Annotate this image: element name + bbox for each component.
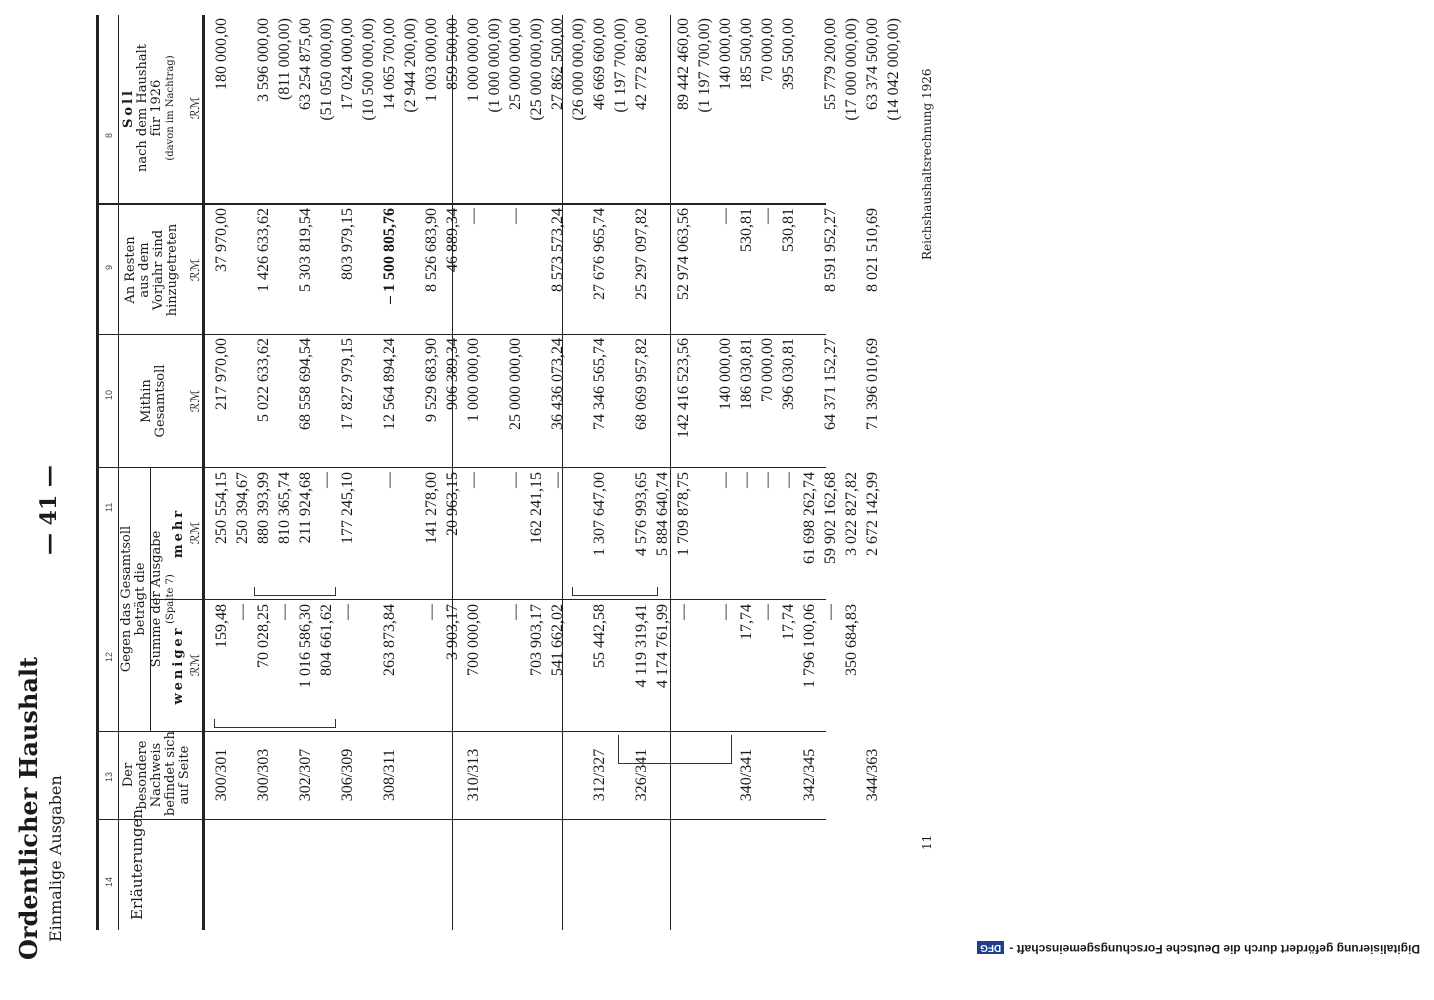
dfg-logo: DFG [977,941,1004,954]
cell-soll: 63 374 500,00 [864,18,881,110]
cell-weniger: 541 662,02 [549,604,566,676]
cell-weniger: — [276,604,293,620]
cell-mehr: — [381,472,398,488]
cell-gesamt: 396 030,81 [780,338,797,410]
footer-sheet-number: 11 [920,834,934,850]
cell-gesamt: 140 000,00 [717,338,734,410]
cell-soll: (25 000 000,00) [528,18,545,121]
cell-soll: (10 500 000,00) [360,18,377,121]
cell-reste: 8 526 683,90 [423,208,440,292]
cell-mehr: 177 245,10 [339,472,356,544]
cell-reste: — [507,208,524,224]
header-gegen-l3: Summe der Ausgabe [149,530,164,668]
cell-weniger: 4 119 319,41 [633,604,650,688]
cell-reste: 8 591 952,27 [822,208,839,292]
digitization-note-text: Digitalisierung gefördert durch die Deutsche Forschungsgemeinschaft - [1009,942,1420,956]
cell-gesamt: 12 564 894,24 [381,338,398,430]
cell-gesamt: 36 436 073,24 [549,338,566,430]
cell-weniger: 159,48 [213,604,230,648]
header-gesamtsoll [140,338,168,464]
divider-11-10 [96,467,826,468]
cell-mehr: — [738,472,755,488]
header-gesamt-l1: Mithin [139,379,154,423]
cell-weniger: 4 174 761,99 [654,604,671,688]
cell-gesamt: 68 558 694,54 [297,338,314,430]
header-gesamt-l2: Gesamtsoll [153,364,168,438]
page-number: — 41 — [36,465,62,555]
cell-weniger: — [339,604,356,620]
cell-mehr: 1 709 878,75 [675,472,692,556]
header-nachweis-l3: Nachweis [149,742,164,808]
cell-weniger: — [822,604,839,620]
divider-13-12 [96,731,826,732]
cell-soll: 46 669 600,00 [591,18,608,110]
header-soll-l2: nach dem Haushalt [135,43,150,173]
cell-gesamt: 217 970,00 [213,338,230,410]
header-soll [122,16,178,200]
cell-gesamt: 906 389,34 [444,338,461,410]
cell-weniger: 700 000,00 [465,604,482,676]
cell-mehr: 211 924,68 [297,472,314,544]
cell-gesamt: 25 000 000,00 [507,338,524,430]
cell-soll: 55 779 200,00 [822,18,839,110]
page-title: Ordentlicher Haushalt [14,656,43,960]
cell-soll: (1 197 700,00) [696,18,713,113]
cell-mehr: 5 884 640,74 [654,472,671,556]
cell-reste: 5 303 819,54 [297,208,314,292]
cell-weniger: 350 684,83 [843,604,860,676]
cell-gesamt: 68 069 957,82 [633,338,650,430]
cell-seite: 326/341 [633,748,650,802]
header-reste-unit: ℛℳ [188,258,202,282]
header-reste-l3: Vorjahr sind [151,229,166,311]
cell-seite: 302/307 [297,748,314,802]
cell-mehr: 59 902 162,68 [822,472,839,564]
digitization-note [977,941,1420,960]
header-reste [124,208,180,332]
cell-weniger: — [717,604,734,620]
cell-reste: 530,81 [780,208,797,252]
cell-mehr: 20 963,15 [444,472,461,536]
cell-gesamt: 64 371 152,27 [822,338,839,430]
cell-mehr: 61 698 262,74 [801,472,818,564]
brace-d [618,735,732,764]
cell-reste: 1 426 633,62 [255,208,272,292]
cell-soll: 185 500,00 [738,18,755,90]
cell-gesamt: 70 000,00 [759,338,776,402]
cell-weniger: — [675,604,692,620]
cell-mehr: 250 394,67 [234,472,251,544]
cell-soll: 17 024 000,00 [339,18,356,110]
cell-soll: (2 944 200,00) [402,18,419,113]
cell-soll: 1 003 000,00 [423,18,440,102]
cell-mehr: 4 576 993,65 [633,472,650,556]
cell-weniger: 17,74 [738,604,755,640]
cell-seite: 306/309 [339,748,356,802]
cell-gesamt: 9 529 683,90 [423,338,440,422]
cell-mehr: 141 278,00 [423,472,440,544]
page-subtitle: Einmalige Ausgaben [46,775,65,942]
cell-soll: (26 000 000,00) [570,18,587,121]
cell-seite: 310/313 [465,748,482,802]
cell-gesamt: 74 346 565,74 [591,338,608,430]
divider-10-9 [96,334,826,335]
cell-reste: – 1 500 805,76 [381,208,398,304]
header-nachweis-l5: auf Seite [177,745,192,805]
cell-mehr: 2 672 142,99 [864,472,881,556]
cell-reste: 530,81 [738,208,755,252]
divider-12-11 [150,599,826,600]
header-gegen-l2: beträgt die [133,562,148,636]
cell-seite: 308/311 [381,749,398,801]
cell-mehr: — [465,472,482,488]
cell-mehr: 250 554,15 [213,472,230,544]
divider-14-13 [96,819,826,820]
cell-reste: 27 676 965,74 [591,208,608,300]
cell-reste: 46 889,34 [444,208,461,272]
cell-reste: 25 297 097,82 [633,208,650,300]
divider-9-8 [96,203,826,205]
cell-weniger: — [759,604,776,620]
cell-reste: 52 974 063,56 [675,208,692,300]
cell-soll: 14 065 700,00 [381,18,398,110]
col-number-8: 8 [104,132,114,138]
cell-soll: (1 000 000,00) [486,18,503,113]
cell-soll: (1 197 700,00) [612,18,629,113]
cell-mehr: — [717,472,734,488]
header-erlaeuterungen: Erläuterungen [128,808,146,920]
cell-gesamt: 1 000 000,00 [465,338,482,422]
header-soll-unit: ℛℳ [188,96,202,120]
column-number-rule [118,15,119,930]
cell-reste: 37 970,00 [213,208,230,272]
cell-gesamt: 17 827 979,15 [339,338,356,430]
header-gesamt-unit: ℛℳ [188,389,202,413]
brace-a [214,719,336,728]
header-soll-l3: für 1926 [149,79,164,137]
cell-soll: 42 772 860,00 [633,18,650,110]
col-number-12: 12 [104,651,114,662]
cell-weniger: 3 903,17 [444,604,461,660]
header-gegen-l4: (Spalte 7) [165,574,176,624]
header-nachweis-l1: Der [121,762,136,788]
header-mehr-unit: ℛℳ [188,521,202,545]
cell-gesamt: 5 022 633,62 [255,338,272,422]
header-mehr: mehr [171,507,186,559]
cell-weniger: 804 661,62 [318,604,335,676]
col-number-13: 13 [104,771,114,782]
cell-soll: 70 000,00 [759,18,776,82]
header-gegen-gesamtsoll [120,470,148,728]
cell-reste: 803 979,15 [339,208,356,280]
cell-mehr: — [759,472,776,488]
header-weniger-unit: ℛℳ [188,653,202,677]
cell-soll: 63 254 875,00 [297,18,314,110]
header-nachweis [121,731,192,816]
cell-reste: 8 573 573,24 [549,208,566,292]
cell-soll: 859 500,00 [444,18,461,90]
brace-b [254,587,336,596]
cell-soll: 395 500,00 [780,18,797,90]
cell-weniger: 17,74 [780,604,797,640]
cell-reste: 8 021 510,69 [864,208,881,292]
cell-reste: — [759,208,776,224]
header-reste-l1: An Resten [123,236,138,304]
cell-gesamt: 142 416 523,56 [675,338,692,438]
cell-weniger: 1 016 586,30 [297,604,314,688]
footer-book-title: Reichshaushaltsrechnung 1926 [920,68,934,260]
cell-soll: 25 000 000,00 [507,18,524,110]
cell-seite: 300/303 [255,748,272,802]
cell-soll: (51 050 000,00) [318,18,335,121]
header-reste-l4: hinzugetreten [165,223,180,317]
cell-mehr: 810 365,74 [276,472,293,544]
cell-mehr: 1 307 647,00 [591,472,608,556]
header-weniger: weniger [171,625,186,705]
cell-soll: 180 000,00 [213,18,230,90]
table-top-rule [96,15,99,930]
cell-mehr: — [780,472,797,488]
col-number-11: 11 [104,502,114,512]
header-soll-l1: Soll [121,88,136,128]
cell-mehr: — [507,472,524,488]
cell-soll: 3 596 000,00 [255,18,272,102]
cell-weniger: 263 873,84 [381,604,398,676]
header-bottom-rule [202,15,205,930]
cell-seite: 340/341 [738,748,755,802]
header-nachweis-l4: befindet sich [163,731,178,816]
cell-reste: — [717,208,734,224]
cell-mehr: — [549,472,566,488]
cell-soll: 140 000,00 [717,18,734,90]
cell-soll: 89 442 460,00 [675,18,692,110]
cell-weniger: — [234,604,251,620]
cell-gesamt: 186 030,81 [738,338,755,410]
cell-weniger: 55 442,58 [591,604,608,668]
brace-c [572,587,658,596]
cell-gesamt: 71 396 010,69 [864,338,881,430]
cell-mehr: 880 393,99 [255,472,272,544]
cell-soll: (14 042 000,00) [885,18,902,121]
cell-weniger: — [423,604,440,620]
header-gegen-l1: Gegen das Gesamtsoll [119,525,134,673]
col-number-10: 10 [104,389,114,400]
cell-seite: 300/301 [213,748,230,802]
cell-reste: — [465,208,482,224]
cell-seite: 342/345 [801,748,818,802]
cell-seite: 312/327 [591,748,608,802]
cell-mehr: 162 241,15 [528,472,545,544]
cell-weniger: — [507,604,524,620]
cell-weniger: 703 903,17 [528,604,545,676]
cell-seite: 344/363 [864,748,881,802]
header-nachweis-l2: besondere [135,740,150,810]
cell-soll: (17 000 000,00) [843,18,860,121]
cell-soll: (811 000,00) [276,18,293,101]
cell-weniger: 1 796 100,06 [801,604,818,688]
cell-mehr: 3 022 827,82 [843,472,860,556]
header-reste-l2: aus dem [137,242,152,298]
cell-soll: 1 000 000,00 [465,18,482,102]
cell-weniger: 70 028,25 [255,604,272,668]
header-soll-l4: (davon im Nachtrag) [165,55,176,161]
cell-soll: 27 862 500,00 [549,18,566,110]
cell-mehr: — [318,472,335,488]
col-number-14: 14 [104,876,114,887]
col-number-9: 9 [104,264,114,270]
